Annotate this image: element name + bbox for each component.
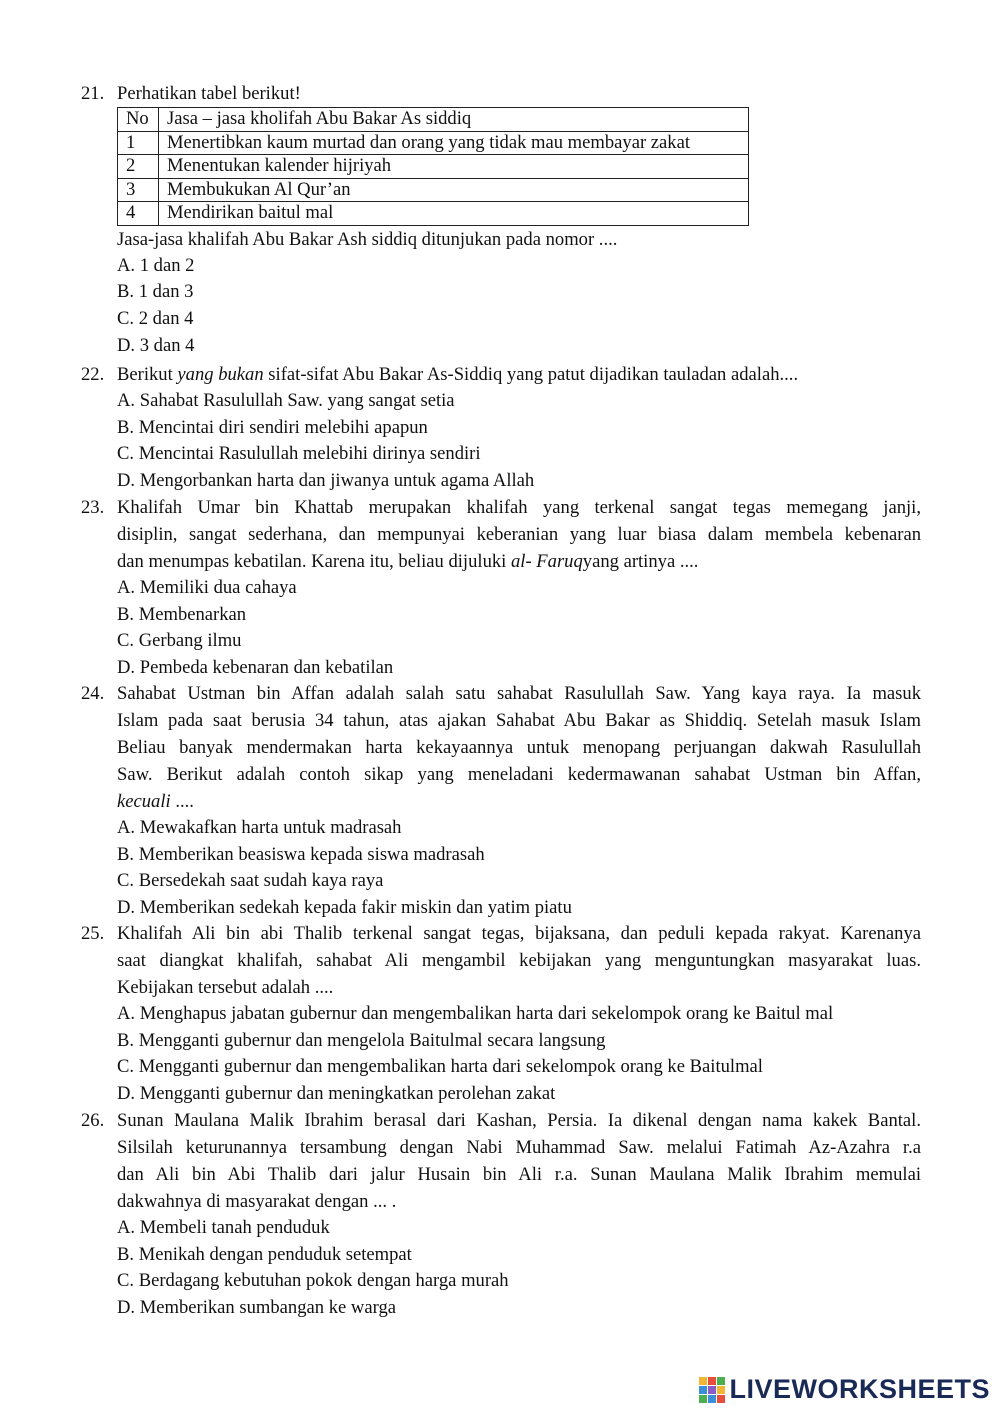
option-b[interactable]: B. Memberikan beasiswa kepada siswa madrasah [117,843,485,865]
option-a[interactable]: A. Menghapus jabatan gubernur dan mengembalikan harta dari sekelompok orang ke Baitul mal [117,1003,834,1024]
question-23 [81,494,921,682]
option-d[interactable]: D. Memberikan sumbangan ke warga [117,1297,396,1319]
liveworksheets-logo [699,1374,990,1405]
question-text: Jasa-jasa khalifah Abu Bakar Ash siddiq ditunjukan pada nomor .... [117,228,618,250]
option-c[interactable]: C. Berdagang kebutuhan pokok dengan harga murah [117,1270,509,1292]
option-c[interactable]: C. Mengganti gubernur dan mengembalikan harta dari sekelompok orang ke Baitulmal [117,1056,763,1078]
table-cell: 2 [118,155,159,179]
question-26 [81,1107,921,1322]
option-d[interactable]: D. 3 dan 4 [117,334,195,356]
question-text-line: Beliau banyak mendermakan harta kekayaannya untuk menopang perjuangan dakwah Rasulullah [117,737,921,758]
option-c[interactable]: C. Bersedekah saat sudah kaya raya [117,870,384,892]
jasa-table [117,107,749,226]
question-text-line: dan menumpas kebatilan. Karena itu, beliau dijuluki al- Faruqyang artinya .... [117,551,699,572]
option-b[interactable]: B. 1 dan 3 [117,281,194,303]
option-b[interactable]: B. Menikah dengan penduduk setempat [117,1243,412,1265]
table-cell: Mendirikan baitul mal [159,202,749,226]
option-d[interactable]: D. Memberikan sedekah kepada fakir miskin dan yatim piatu [117,897,572,919]
question-text-line: Silsilah keturunannya tersambung dengan Nabi Muhammad Saw. melalui Fatimah Az-Azahra r.a [117,1137,921,1158]
question-22 [81,361,921,495]
option-d[interactable]: D. Pembeda kebenaran dan kebatilan [117,657,394,679]
table-header-cell: No [118,108,159,132]
question-text-line: saat diangkat khalifah, sahabat Ali mengambil kebijakan yang menguntungkan masyarakat luas. [117,950,921,971]
question-number: 21. [81,83,105,104]
question-text-line: Khalifah Umar bin Khattab merupakan khalifah yang terkenal sangat tegas memegang janji, [117,497,921,518]
option-d[interactable]: D. Mengganti gubernur dan meningkatkan perolehan zakat [117,1083,556,1105]
option-d[interactable]: D. Mengorbankan harta dan jiwanya untuk agama Allah [117,470,535,492]
question-number: 23. [81,497,105,518]
table-row [118,155,749,179]
question-24 [81,680,921,922]
question-text-line: kecuali .... [117,791,194,812]
question-text-line: Saw. Berikut adalah contoh sikap yang meneladani kedermawanan sahabat Ustman bin Affan, [117,764,921,785]
option-b[interactable]: B. Membenarkan [117,603,247,625]
table-cell: Membukukan Al Qur’an [159,178,749,202]
table-cell: 4 [118,202,159,226]
table-row [118,131,749,155]
question-text-line: disiplin, sangat sederhana, dan mempunyai keberanian yang luar biasa dalam membela kebenaran [117,524,921,545]
table-header-row [118,108,749,132]
option-a[interactable]: A. Memiliki dua cahaya [117,577,297,598]
table-header-cell: Jasa – jasa kholifah Abu Bakar As siddiq [159,108,749,132]
question-25 [81,920,921,1108]
question-prompt: Perhatikan tabel berikut! [117,83,301,104]
liveworksheets-logo-icon [699,1377,725,1403]
question-21 [81,80,921,359]
question-text-line: Kebijakan tersebut adalah .... [117,977,334,998]
question-text-line: Sahabat Ustman bin Affan adalah salah satu sahabat Rasulullah Saw. Yang kaya raya. Ia masuk [117,683,921,704]
question-number: 26. [81,1110,105,1131]
question-number: 22. [81,364,105,385]
option-a[interactable]: A. Mewakafkan harta untuk madrasah [117,817,402,838]
option-a[interactable]: A. Membeli tanah penduduk [117,1217,330,1238]
question-text-line: Islam pada saat berusia 34 tahun, atas ajakan Sahabat Abu Bakar as Shiddiq. Setelah masuk Islam [117,710,921,731]
option-c[interactable]: C. 2 dan 4 [117,307,194,329]
liveworksheets-logo-text: LIVEWORKSHEETS [729,1374,990,1404]
option-a[interactable]: A. 1 dan 2 [117,254,195,276]
table-row [118,202,749,226]
question-text-line: Khalifah Ali bin abi Thalib terkenal sangat tegas, bijaksana, dan peduli kepada rakyat. Karenanya [117,923,921,944]
question-text: Berikut yang bukan sifat-sifat Abu Bakar As-Siddiq yang patut dijadikan tauladan adalah.... [117,364,799,385]
question-number: 25. [81,923,105,944]
table-cell: Menentukan kalender hijriyah [159,155,749,179]
option-a[interactable]: A. Sahabat Rasulullah Saw. yang sangat setia [117,390,455,411]
table-cell: 3 [118,178,159,202]
question-number: 24. [81,683,105,704]
table-cell: 1 [118,131,159,155]
option-c[interactable]: C. Mencintai Rasulullah melebihi dirinya sendiri [117,443,481,465]
question-text-line: Sunan Maulana Malik Ibrahim berasal dari Kashan, Persia. Ia dikenal dengan nama kakek Bantal. [117,1110,921,1131]
option-c[interactable]: C. Gerbang ilmu [117,630,242,652]
question-text-line: dakwahnya di masyarakat dengan ... . [117,1191,397,1212]
question-text-line: dan Ali bin Abi Thalib dari jalur Husain bin Ali r.a. Sunan Maulana Malik Ibrahim memulai [117,1164,921,1185]
option-b[interactable]: B. Mencintai diri sendiri melebihi apapun [117,416,428,438]
option-b[interactable]: B. Mengganti gubernur dan mengelola Baitulmal secara langsung [117,1029,606,1051]
table-row [118,178,749,202]
table-cell: Menertibkan kaum murtad dan orang yang tidak mau membayar zakat [159,131,749,155]
